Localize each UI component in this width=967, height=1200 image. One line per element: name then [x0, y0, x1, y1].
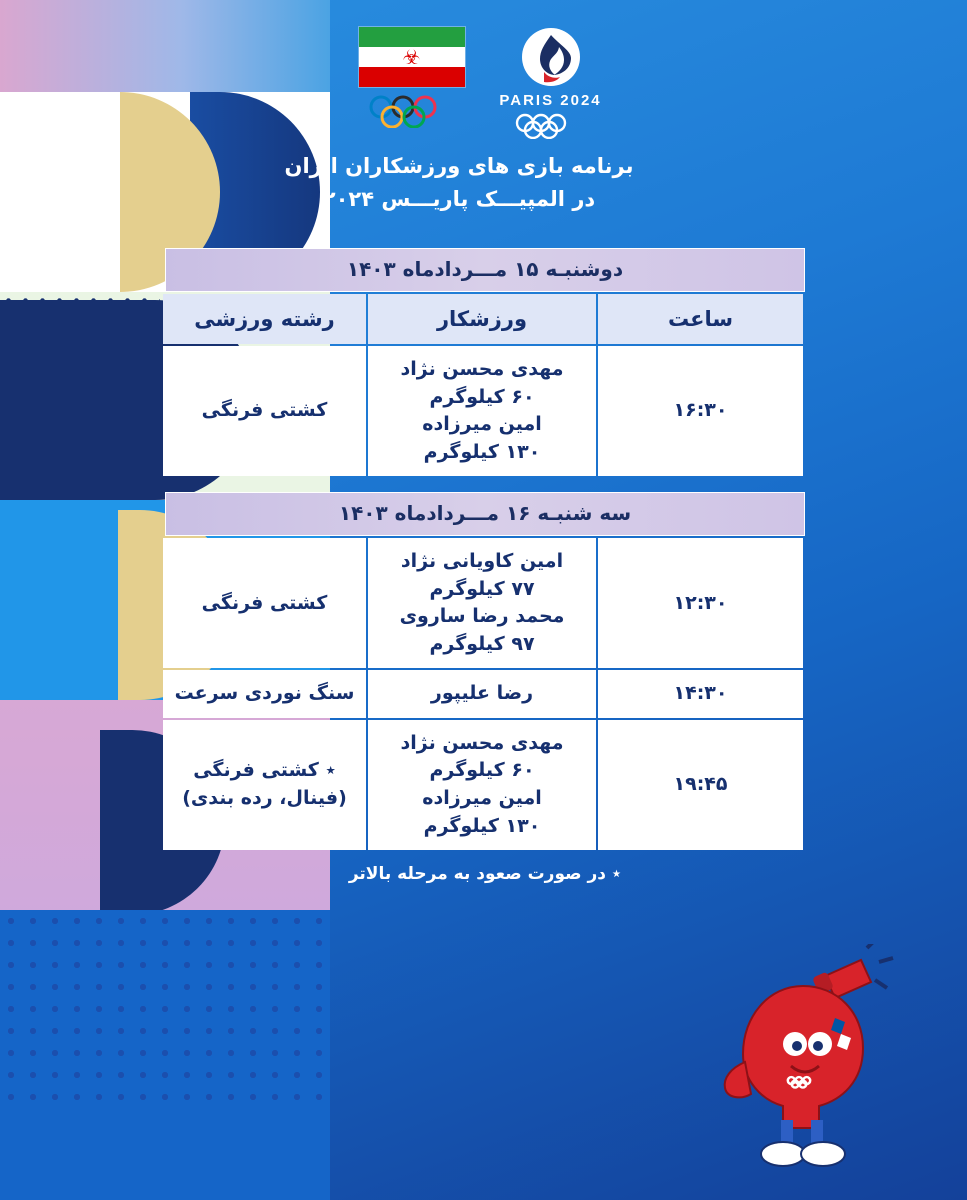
column-header-time: ساعت — [598, 294, 803, 344]
poster-title — [249, 150, 669, 215]
cell-time: ۱۹:۴۵ — [598, 720, 803, 850]
cell-sport: ٭ کشتی فرنگی (فینال، رده بندی) — [163, 720, 366, 850]
cell-sport: کشتی فرنگی — [163, 538, 366, 668]
column-header-sport: رشته ورزشی — [163, 294, 366, 344]
cell-time: ۱۶:۳۰ — [598, 346, 803, 476]
cell-athlete: امین کاویانی نژاد ۷۷ کیلوگرم محمد رضا ساروی ۹۷ کیلوگرم — [368, 538, 596, 668]
olympic-rings-icon — [492, 113, 610, 143]
schedule-container — [165, 248, 805, 884]
cell-athlete: مهدی محسن نژاد ۶۰ کیلوگرم امین میرزاده ۱۳۰ کیلوگرم — [368, 346, 596, 476]
table-row — [163, 720, 803, 850]
cell-sport: سنگ نوردی سرعت — [163, 670, 366, 718]
title-line-2: در المپیـــک پاریـــس ۲۰۲۴ — [322, 186, 596, 211]
schedule-table-day-1 — [161, 292, 805, 478]
paris-2024-wordmark: PARIS 2024 — [499, 92, 602, 109]
cell-time: ۱۴:۳۰ — [598, 670, 803, 718]
day-header-1: دوشنبـه ۱۵ مـــردادماه ۱۴۰۳ — [165, 248, 805, 292]
section-spacer — [165, 478, 805, 492]
olympic-rings-icon-secondary — [363, 94, 461, 132]
title-line-1: برنامه بازی های ورزشکاران ایران — [284, 154, 634, 178]
decor-dot-pattern-lower — [0, 910, 330, 1110]
iran-emblem-icon: ☣ — [402, 45, 421, 69]
cell-sport: کشتی فرنگی — [163, 346, 366, 476]
table-row — [163, 670, 803, 718]
header — [0, 26, 967, 143]
day-header-2: سه شنبـه ۱۶ مـــردادماه ۱۴۰۳ — [165, 492, 805, 536]
cell-athlete: رضا علیپور — [368, 670, 596, 718]
column-header-athlete: ورزشکار — [368, 294, 596, 344]
phryge-mascot-icon — [707, 944, 907, 1174]
schedule-table-day-2 — [161, 536, 805, 852]
table-row — [163, 346, 803, 476]
cell-time: ۱۲:۳۰ — [598, 538, 803, 668]
table-row — [163, 538, 803, 668]
decor-shape-p-bottom-cover — [0, 730, 100, 915]
table-header-row — [163, 294, 803, 344]
iran-flag-icon — [358, 26, 466, 88]
cell-athlete: مهدی محسن نژاد ۶۰ کیلوگرم امین میرزاده ۱۳۰ کیلوگرم — [368, 720, 596, 850]
paris-2024-logo — [492, 26, 610, 143]
decor-shape-p-low-cover — [0, 510, 118, 700]
olympic-flame-icon — [520, 26, 582, 88]
footnote: ٭ در صورت صعود به مرحله بالاتر — [348, 864, 622, 885]
